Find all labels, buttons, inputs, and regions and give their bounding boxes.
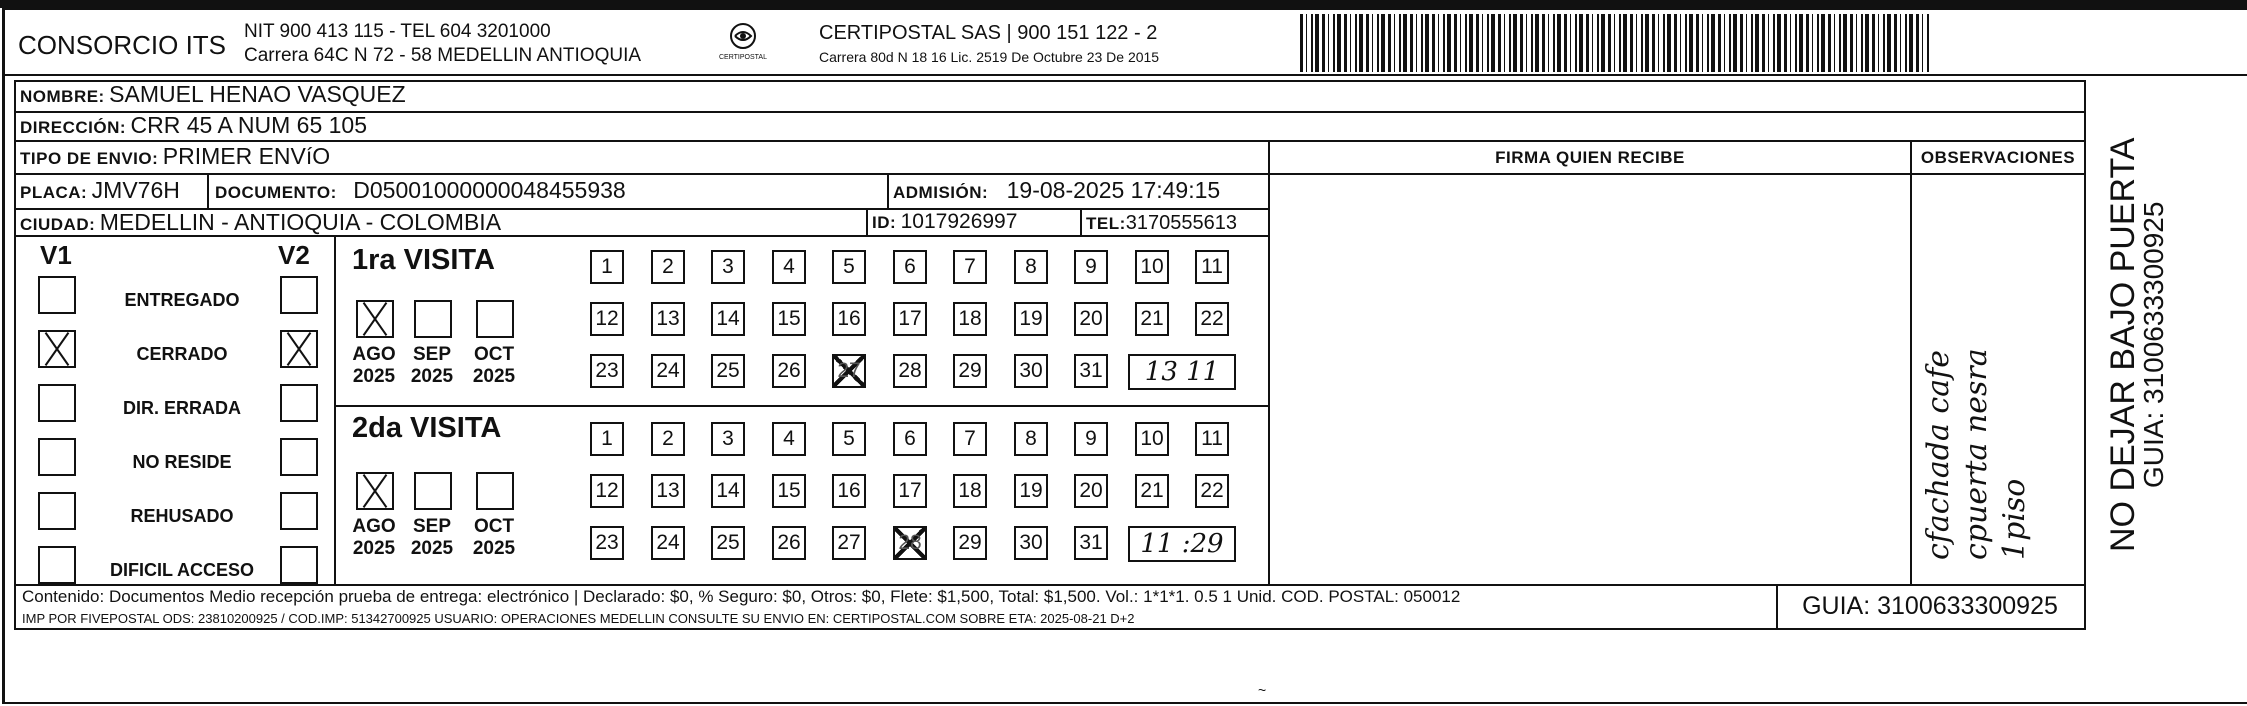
day-box[interactable]: 24: [651, 354, 685, 388]
tel-cell: [1086, 212, 1237, 235]
day-box[interactable]: 31: [1074, 526, 1108, 560]
tipo-value: PRIMER ENVíO: [162, 143, 331, 169]
day-box[interactable]: 14: [711, 474, 745, 508]
logo-text: CERTIPOSTAL: [719, 54, 767, 61]
direccion-row: [20, 112, 367, 139]
day-box[interactable]: 25: [711, 526, 745, 560]
observaciones-handwriting: [1920, 348, 2034, 560]
direccion-value: CRR 45 A NUM 65 105: [130, 112, 368, 138]
month-name: SEP: [412, 516, 452, 537]
month-year: 2025: [410, 366, 454, 387]
day-box[interactable]: 2: [651, 422, 685, 456]
top-border-strip: [0, 0, 2247, 8]
month-name: OCT: [473, 516, 515, 537]
day-box[interactable]: 22: [1195, 474, 1229, 508]
id-value: 1017926997: [900, 210, 1018, 233]
side-guia: GUIA: 3100633300925: [2138, 201, 2169, 488]
month-checkbox[interactable]: [356, 472, 394, 510]
month-name: SEP: [412, 344, 452, 365]
day-box[interactable]: 8: [1014, 250, 1048, 284]
footer-contenido: Contenido: Documentos Medio recepción prueba de entrega: electrónico | Declarado: $0, % Seguro: $0, Otros: $0, Flete: $1,500, Total: $1,500. Vol.: 1*1*1. 0.5 1 Unid. COD. POSTAL: 050012: [22, 587, 1461, 606]
day-box[interactable]: 9: [1074, 422, 1108, 456]
documento-label: DOCUMENTO:: [215, 183, 337, 202]
certipostal-address: Carrera 80d N 18 16 Lic. 2519 De Octubre 23 De 2015: [819, 49, 1160, 65]
certipostal-logo: [708, 20, 778, 68]
placa-label: PLACA:: [20, 183, 88, 202]
certipostal-name: CERTIPOSTAL SAS | 900 151 122 - 2: [819, 22, 1158, 44]
status-label: DIR. ERRADA: [122, 398, 241, 418]
handwriting-line-1: cfachada cafe: [1921, 350, 1956, 560]
day-box[interactable]: 25: [711, 354, 745, 388]
observaciones-header: OBSERVACIONES: [1920, 148, 2076, 167]
day-box[interactable]: 1: [590, 250, 624, 284]
day-box[interactable]: 15: [772, 474, 806, 508]
day-box[interactable]: 12: [590, 474, 624, 508]
day-box[interactable]: 24: [651, 526, 685, 560]
month-label: [344, 516, 404, 560]
day-box[interactable]: 19: [1014, 302, 1048, 336]
footer-guia: GUIA: 3100633300925: [1802, 592, 2058, 620]
ciudad-cell: [20, 209, 501, 236]
day-box[interactable]: 30: [1014, 354, 1048, 388]
status-v1-checkbox[interactable]: [38, 492, 76, 530]
day-box[interactable]: 18: [953, 302, 987, 336]
ciudad-value: MEDELLIN - ANTIOQUIA - COLOMBIA: [99, 209, 502, 235]
day-box[interactable]: 9: [1074, 250, 1108, 284]
day-box[interactable]: 28: [893, 354, 927, 388]
status-label: ENTREGADO: [124, 290, 240, 310]
first-visit-title: 1ra VISITA: [352, 244, 495, 276]
day-box[interactable]: 1: [590, 422, 624, 456]
nombre-label: NOMBRE:: [20, 87, 105, 106]
handwritten-time: 11 :29: [1128, 526, 1236, 562]
status-v1-checkbox[interactable]: [38, 384, 76, 422]
company-address: Carrera 64C N 72 - 58 MEDELLIN ANTIOQUIA: [244, 45, 642, 66]
company-name: CONSORCIO ITS: [18, 30, 227, 60]
placa-cell: [20, 177, 180, 204]
day-box[interactable]: 3: [711, 250, 745, 284]
month-name: AGO: [352, 516, 396, 537]
day-box[interactable]: 3: [711, 422, 745, 456]
day-box[interactable]: 18: [953, 474, 987, 508]
day-box[interactable]: 17: [893, 302, 927, 336]
month-year: 2025: [410, 538, 454, 559]
day-box[interactable]: 23: [590, 354, 624, 388]
ciudad-label: CIUDAD:: [20, 215, 96, 234]
month-year: 2025: [352, 366, 396, 387]
side-warning: NO DEJAR BAJO PUERTA: [2104, 137, 2142, 552]
day-box[interactable]: 29: [953, 526, 987, 560]
signature-area: [1272, 176, 1908, 582]
day-box[interactable]: 4: [772, 422, 806, 456]
month-checkbox[interactable]: [414, 300, 452, 338]
month-label: [464, 516, 524, 560]
day-box[interactable]: 2: [651, 250, 685, 284]
admision-label: ADMISIÓN:: [893, 183, 989, 202]
day-box[interactable]: 7: [953, 422, 987, 456]
day-box[interactable]: 10: [1135, 250, 1169, 284]
day-box[interactable]: 6: [893, 422, 927, 456]
second-visit-title: 2da VISITA: [352, 412, 502, 444]
month-year: 2025: [472, 538, 516, 559]
month-label: [464, 344, 524, 388]
status-label: NO RESIDE: [132, 452, 232, 472]
status-label: REHUSADO: [130, 506, 234, 526]
month-label: [344, 344, 404, 388]
status-label: CERRADO: [136, 344, 228, 364]
day-box[interactable]: 29: [953, 354, 987, 388]
handwriting-line-3: 1piso: [1997, 478, 2032, 560]
status-v1-checkbox[interactable]: [38, 276, 76, 314]
firma-header: FIRMA QUIEN RECIBE: [1495, 148, 1685, 167]
day-box[interactable]: 14: [711, 302, 745, 336]
tel-value: 3170555613: [1125, 212, 1238, 234]
month-year: 2025: [352, 538, 396, 559]
day-box[interactable]: 26: [772, 526, 806, 560]
barcode: [1300, 14, 1930, 72]
day-box[interactable]: 5: [832, 250, 866, 284]
month-label: [402, 516, 462, 560]
day-box[interactable]: 11: [1195, 422, 1229, 456]
day-box[interactable]: 20: [1074, 302, 1108, 336]
day-box[interactable]: 27: [832, 354, 866, 388]
day-box[interactable]: 5: [832, 422, 866, 456]
status-v2-checkbox[interactable]: [280, 438, 318, 476]
day-box[interactable]: 7: [953, 250, 987, 284]
day-box[interactable]: 17: [893, 474, 927, 508]
nombre-row: [20, 81, 406, 108]
tipo-row: [20, 143, 330, 170]
day-box[interactable]: 16: [832, 474, 866, 508]
day-box[interactable]: 27: [832, 526, 866, 560]
month-checkbox[interactable]: [476, 472, 514, 510]
day-box[interactable]: 19: [1014, 474, 1048, 508]
admision-value: 19-08-2025 17:49:15: [1006, 177, 1221, 203]
status-v1-checkbox[interactable]: [38, 438, 76, 476]
day-box[interactable]: 31: [1074, 354, 1108, 388]
status-v2-checkbox[interactable]: [280, 384, 318, 422]
handwriting-line-2: cpuerta nesra: [1959, 348, 1994, 560]
day-box[interactable]: 20: [1074, 474, 1108, 508]
day-box[interactable]: 13: [651, 302, 685, 336]
company-nit: NIT 900 413 115 - TEL 604 3201000: [244, 21, 551, 42]
day-box[interactable]: 13: [651, 474, 685, 508]
documento-value: D05001000000048455938: [353, 177, 626, 203]
placa-value: JMV76H: [91, 177, 180, 203]
day-box[interactable]: 22: [1195, 302, 1229, 336]
v2-header: V2: [278, 240, 310, 270]
tel-label: TEL:: [1086, 214, 1126, 233]
day-box[interactable]: 15: [772, 302, 806, 336]
day-box[interactable]: 30: [1014, 526, 1048, 560]
month-checkbox[interactable]: [476, 300, 514, 338]
month-name: OCT: [473, 344, 515, 365]
id-cell: [872, 210, 1017, 234]
day-box[interactable]: 21: [1135, 474, 1169, 508]
day-box[interactable]: 26: [772, 354, 806, 388]
nombre-value: SAMUEL HENAO VASQUEZ: [109, 81, 406, 107]
day-box[interactable]: 12: [590, 302, 624, 336]
direccion-label: DIRECCIÓN:: [20, 118, 127, 137]
documento-cell: [215, 177, 626, 204]
status-v1-checkbox[interactable]: [38, 546, 76, 584]
v1-header: V1: [40, 240, 72, 270]
tipo-label: TIPO DE ENVIO:: [20, 149, 159, 168]
month-checkbox[interactable]: [356, 300, 394, 338]
day-box[interactable]: 8: [1014, 422, 1048, 456]
month-checkbox[interactable]: [414, 472, 452, 510]
id-label: ID:: [872, 213, 897, 232]
day-box[interactable]: 11: [1195, 250, 1229, 284]
status-v2-checkbox[interactable]: [280, 546, 318, 584]
status-v1-checkbox[interactable]: [38, 330, 76, 368]
month-label: [402, 344, 462, 388]
day-box[interactable]: 6: [893, 250, 927, 284]
admision-cell: [893, 177, 1220, 204]
month-year: 2025: [472, 366, 516, 387]
month-name: AGO: [352, 344, 396, 365]
status-v2-checkbox[interactable]: [280, 276, 318, 314]
day-box[interactable]: 16: [832, 302, 866, 336]
day-box[interactable]: 4: [772, 250, 806, 284]
day-box[interactable]: 10: [1135, 422, 1169, 456]
bottom-right-mark: ~: [1258, 682, 1267, 698]
footer-imp: IMP POR FIVEPOSTAL ODS: 23810200925 / COD.IMP: 51342700925 USUARIO: OPERACIONES MEDELLIN CONSULTE SU ENVIO EN: CERTIPOSTAL.COM SOBRE ETA: 2025-08-21 D+2: [22, 611, 1135, 626]
status-v2-checkbox[interactable]: [280, 330, 318, 368]
day-box[interactable]: 28: [893, 526, 927, 560]
status-label: DIFICIL ACCESO: [109, 560, 254, 580]
status-v2-checkbox[interactable]: [280, 492, 318, 530]
day-box[interactable]: 23: [590, 526, 624, 560]
handwritten-time: 13 11: [1128, 354, 1236, 390]
day-box[interactable]: 21: [1135, 302, 1169, 336]
